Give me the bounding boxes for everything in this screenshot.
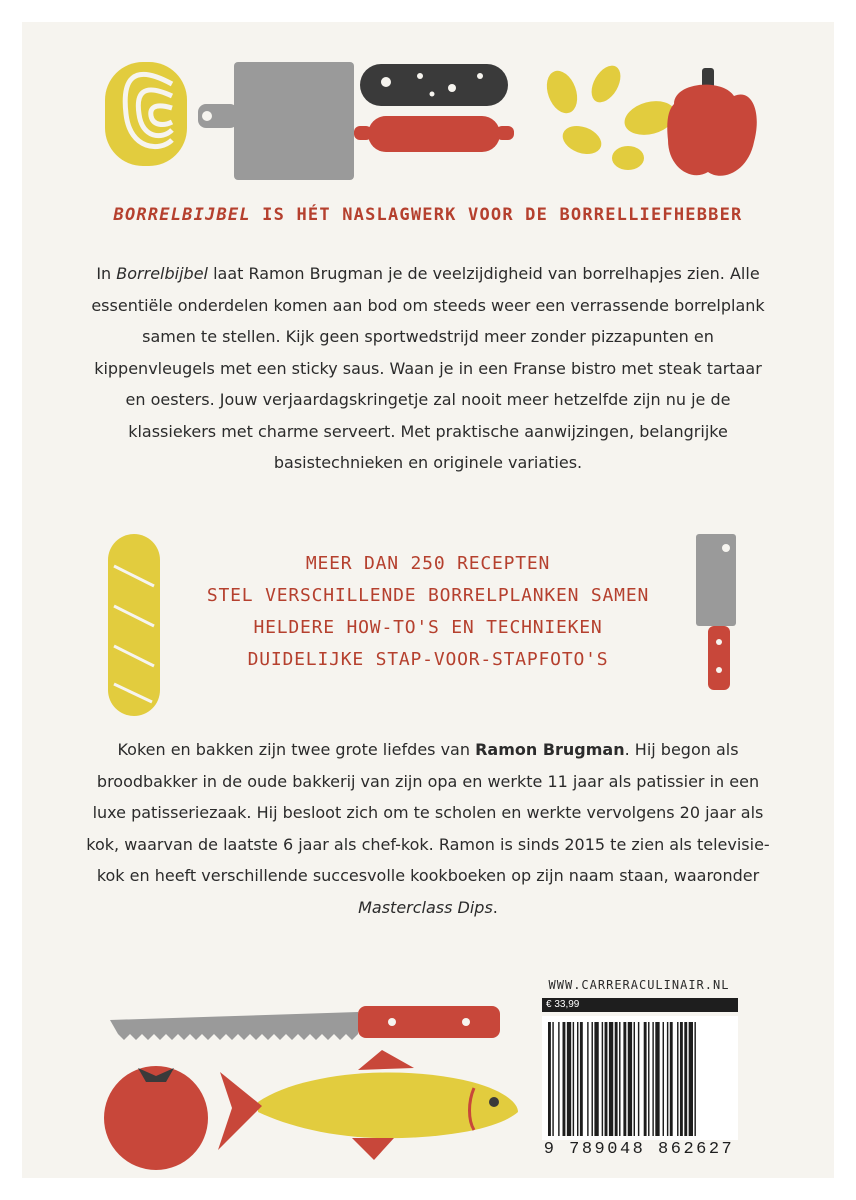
cutting-board-icon — [198, 62, 354, 180]
top-illustrations — [22, 22, 834, 202]
bio-book-title: Masterclass Dips — [358, 897, 493, 917]
barcode-bar — [689, 1022, 693, 1136]
barcode-bar — [638, 1022, 639, 1136]
intro-paragraph — [82, 258, 774, 479]
barcode-bar — [655, 1022, 659, 1136]
barcode — [542, 1016, 738, 1140]
headline-book-title: BORRELBIJBEL — [113, 205, 251, 225]
sausage-icon — [354, 64, 514, 152]
intro-prefix: In — [96, 264, 117, 283]
bio-text: . Hij begon als broodbakker in de oude bakkerij van zijn opa en werkte 11 jaar als patissier in een luxe patisseriezaak. Hij besloot zich om te scholen en werkte vervolgens 20 jaar als kok, waarvan de laatste 6 jaar als chef-kok. Ramon is sinds 2015 te zien als televisie-kok en heeft verschillende succesvolle kookboeken op zijn naam staan, waaronder — [86, 740, 770, 885]
barcode-bar — [628, 1022, 632, 1136]
headline-text: IS HÉT NASLAGWERK VOOR DE BORRELLIEFHEBBER — [250, 205, 743, 225]
barcode-bar — [567, 1022, 571, 1136]
publisher-website: WWW.CARRERACULINAIR.NL — [548, 978, 730, 992]
bio-suffix: . — [492, 897, 498, 917]
price-label: € 33,99 — [542, 998, 738, 1012]
tomato-icon — [104, 1066, 208, 1170]
feature-item: DUIDELIJKE STAP-VOOR-STAPFOTO'S — [247, 649, 609, 670]
feature-item: HELDERE HOW-TO'S EN TECHNIEKEN — [253, 617, 603, 638]
barcode-bar — [587, 1022, 588, 1136]
intro-book-title: Borrelbijbel — [116, 264, 208, 283]
barcode-bar — [609, 1022, 613, 1136]
bread-knife-icon — [110, 1006, 500, 1040]
barcode-bar — [680, 1022, 683, 1136]
barcode-bar — [602, 1022, 603, 1136]
barcode-bar — [652, 1022, 653, 1136]
fish-icon — [218, 1050, 518, 1160]
isbn-number: 9 789048 862627 — [543, 1140, 735, 1159]
barcode-bar — [648, 1022, 649, 1136]
barcode-bar — [573, 1022, 574, 1136]
barcode-bar — [594, 1022, 598, 1136]
barcode-bar — [605, 1022, 608, 1136]
barcode-bar — [694, 1022, 695, 1136]
barcode-bar — [670, 1022, 673, 1136]
bio-author-name: Ramon Brugman — [475, 740, 625, 759]
barcode-bar — [667, 1022, 668, 1136]
barcode-bar — [663, 1022, 664, 1136]
barcode-bars — [542, 1016, 738, 1140]
book-back-cover — [22, 22, 834, 1178]
author-bio — [82, 734, 774, 923]
barcode-bar — [563, 1022, 566, 1136]
barcode-bar — [684, 1022, 687, 1136]
intro-text: laat Ramon Brugman je de veelzijdigheid van borrelhapjes zien. Alle essentiële onderdelen komen aan bod om steeds weer een verrassende borrelplank samen te stellen. Kijk geen sportwedstrijd meer zonder pizzapunten en kippenvleugels met een sticky saus. Waan je in een Franse bistro met steak tartaar en oesters. Jouw verjaardagskringetje zal nooit meer hetzelfde zijn nu je de klassiekers met charme serveert. Met praktische aanwijzingen, belangrijke basistechnieken en originele variaties. — [91, 264, 765, 472]
barcode-bar — [644, 1022, 647, 1136]
bell-pepper-icon — [667, 68, 757, 176]
barcode-bar — [623, 1022, 626, 1136]
barcode-bar — [677, 1022, 678, 1136]
barcode-bar — [619, 1022, 620, 1136]
pretzel-icon — [105, 62, 187, 166]
barcode-bar — [548, 1022, 551, 1136]
headline — [22, 205, 834, 225]
chips-icon — [541, 61, 679, 170]
feature-item: STEL VERSCHILLENDE BORRELPLANKEN SAMEN — [206, 585, 650, 606]
barcode-bar — [558, 1022, 559, 1136]
barcode-bar — [552, 1022, 553, 1136]
features-list — [142, 548, 714, 676]
bio-prefix: Koken en bakken zijn twee grote liefdes van — [117, 740, 476, 759]
barcode-bar — [634, 1022, 635, 1136]
feature-item: MEER DAN 250 RECEPTEN — [305, 553, 551, 574]
barcode-bar — [580, 1022, 583, 1136]
barcode-bar — [577, 1022, 578, 1136]
barcode-bar — [615, 1022, 618, 1136]
barcode-bar — [592, 1022, 593, 1136]
